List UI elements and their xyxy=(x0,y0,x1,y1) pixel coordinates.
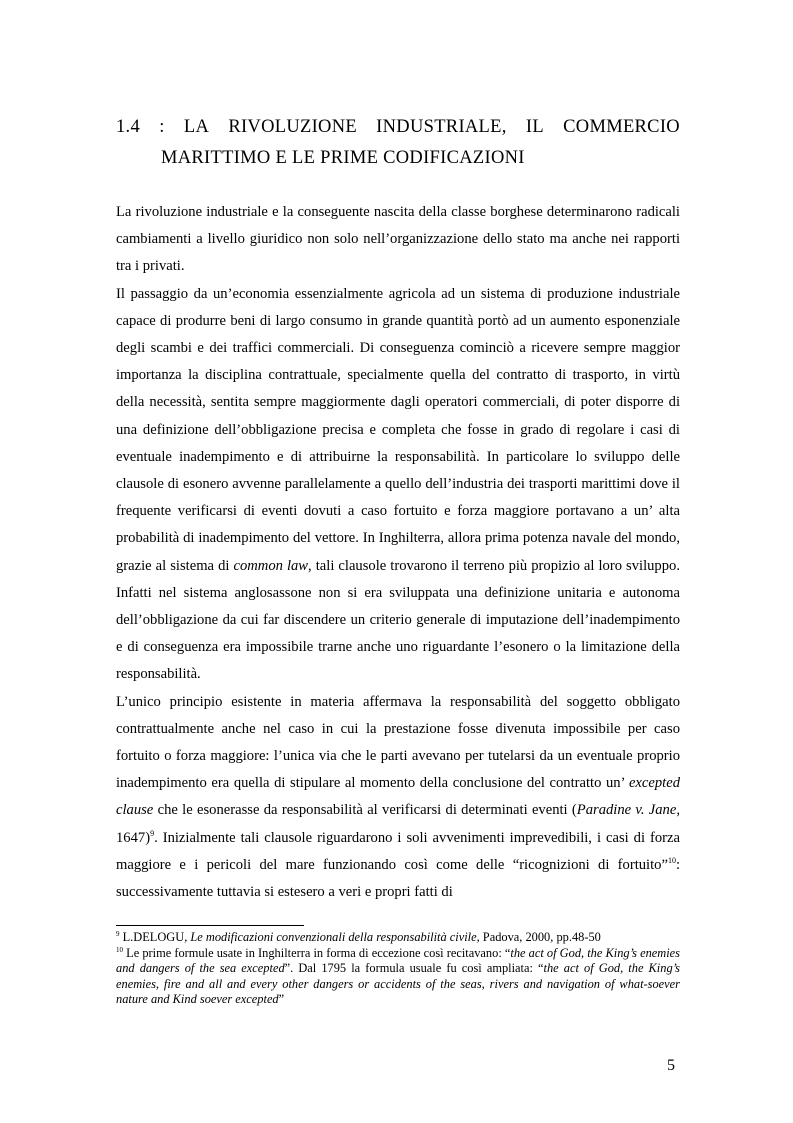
text-run: ” xyxy=(278,992,285,1006)
footnote-10 xyxy=(116,946,680,1008)
text-run: Le prime formule usate in Inghilterra in forma di eccezione così recitavano: “ xyxy=(123,945,511,960)
italic-term: common law xyxy=(233,557,309,574)
text-run: : successivamente tuttavia si estesero a veri e propri fatti di xyxy=(116,856,680,901)
footnote-ref-10[interactable]: 10 xyxy=(667,855,676,865)
text-run: ”. Dal 1795 la formula usuale fu così ampliata: “ xyxy=(284,961,544,975)
text-run: L’unico principio esistente in materia affermava la responsabilità del soggetto obbligato contrattualmente anche nel caso in cui la prestazione fosse divenuta impossibile per caso fortuito o forza maggiore: l’unica via che le parti avevano per tutelarsi da un eventuale proprio inadempimento era quella di stipulare al momento della conclusione del contratto un’ xyxy=(116,693,680,792)
heading-word: COMMERCIO xyxy=(563,117,680,137)
footnote-number: 9 xyxy=(116,930,120,938)
text-run: , tali clausole trovarono il terreno più propizio al loro sviluppo. Infatti nel sistema anglosassone non si era sviluppata una definizione unitaria e autonoma dell’obbligazione da cui far discendere un criterio generale di imputazione dell’inadempimento e di conseguenza era impossibile trarne anche uno riguardante l’esonero o la limitazione della responsabilità. xyxy=(116,557,680,683)
text-run: . Inizialmente tali clausole riguardarono i soli avvenimenti imprevedibili, i casi di forza maggiore e i pericoli del mare funzionando così come delle “ricognizioni di fortuito” xyxy=(116,829,680,873)
footnote-number: 10 xyxy=(116,945,123,954)
paragraph-3 xyxy=(116,689,680,907)
footnote-separator xyxy=(116,925,304,926)
italic-term: excepted clause xyxy=(116,775,680,819)
heading-word: INDUSTRIALE, xyxy=(376,117,507,137)
heading-word: LA xyxy=(183,117,210,137)
section-number: 1.4 xyxy=(116,117,141,137)
footnote-ref-9[interactable]: 9 xyxy=(150,828,155,838)
text-run: , 1647) xyxy=(116,802,680,846)
text-run: L.DELOGU, xyxy=(119,930,191,944)
quoted-formula: the act of God, the King’s enemies and dangers of the sea excepted xyxy=(116,945,680,975)
case-citation: Paradine v. Jane xyxy=(576,802,677,819)
quoted-formula: the act of God, the King’s enemies, fire and all and every other dangers or accidents of the seas, rivers and navigation of what-soever nature and Kind soever excepted xyxy=(116,961,680,1006)
body-text xyxy=(116,199,680,906)
heading-separator: : xyxy=(159,117,165,137)
page-number: 5 xyxy=(667,1057,675,1074)
book-title: Le modificazioni convenzionali della responsabilità civile xyxy=(190,930,477,944)
heading-line-1 xyxy=(116,112,680,143)
paragraph-1: La rivoluzione industriale e la conseguente nascita della classe borghese determinarono radicali cambiamenti a livello giuridico non solo nell’organizzazione dello stato ma anche nei rapporti tra i privati. xyxy=(116,204,680,275)
footnote-9 xyxy=(116,930,680,946)
text-run: Il passaggio da un’economia essenzialmente agricola ad un sistema di produzione industriale capace di produrre beni di largo consumo in grande quantità portò ad un aumento esponenziale degli scambi e dei traffici commerciali. Di conseguenza cominciò a ricevere sempre maggior importanza la disciplina contrattuale, specialmente quella del contratto di trasporto, in virtù della necessità, sentita sempre maggiormente dagli operatori commerciali, di poter disporre di una definizione dell’obbligazione precisa e completa che fosse in grado di regolare i casi di eventuale inadempimento e di attribuirne la responsabilità. In particolare lo sviluppo delle clausole di esonero avvenne parallelamente a quello dell’industria dei trasporti marittimi dove il frequente verificarsi di eventi dovuti a caso fortuito e forza maggiore portavano a un’ alta probabilità di inadempimento del vettore. In Inghilterra, allora prima potenza navale del mondo, grazie al sistema di xyxy=(116,285,680,574)
text-run: che le esonerasse da responsabilità al verificarsi di determinati eventi ( xyxy=(153,802,577,819)
heading-word: RIVOLUZIONE xyxy=(228,117,357,137)
text-run: , Padova, 2000, pp.48-50 xyxy=(476,930,601,944)
heading-line-2: MARITTIMO E LE PRIME CODIFICAZIONI xyxy=(161,148,525,168)
paragraph-2 xyxy=(116,281,680,689)
heading-word: IL xyxy=(525,117,544,137)
footnotes xyxy=(116,930,680,1008)
section-heading xyxy=(116,112,680,174)
